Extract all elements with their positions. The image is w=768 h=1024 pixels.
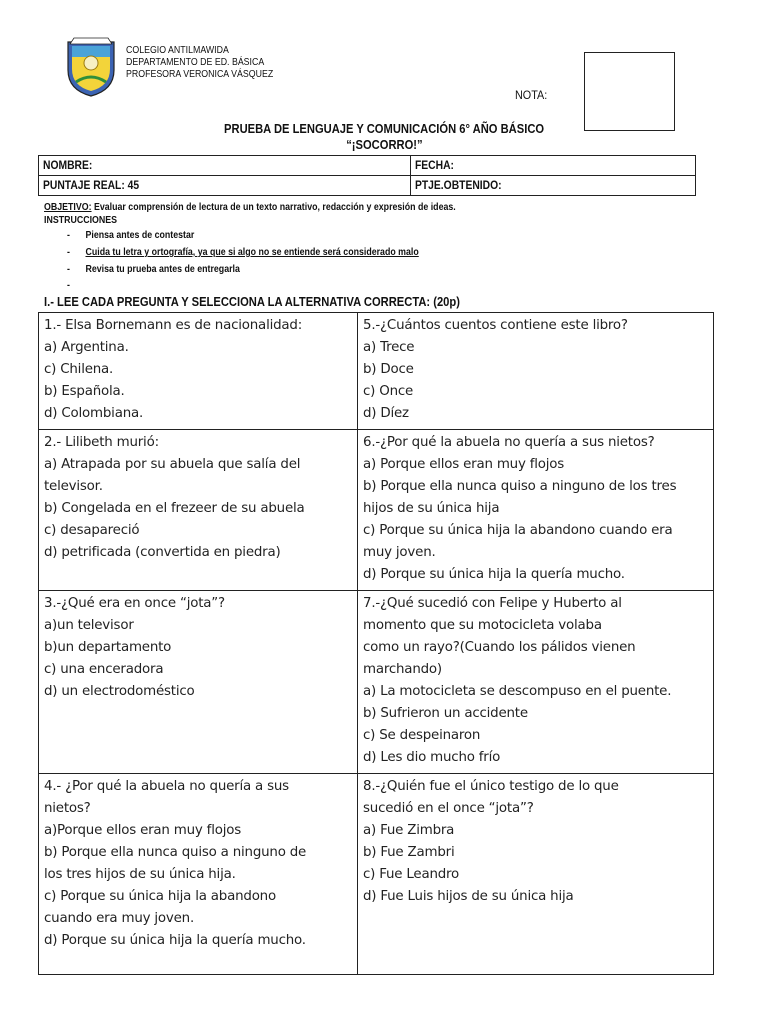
question-text: 4.- ¿Por qué la abuela no quería a sus bbox=[44, 779, 289, 794]
answer-option[interactable]: a) La motocicleta se descompuso en el puente. bbox=[363, 684, 672, 699]
answer-option[interactable]: b) Española. bbox=[44, 384, 125, 399]
answer-option-continued[interactable]: muy joven. bbox=[363, 545, 436, 560]
answer-option[interactable]: a) Trece bbox=[363, 340, 415, 355]
answer-option[interactable]: c) Porque su única hija la abandono bbox=[44, 889, 276, 904]
answer-option[interactable]: d) un electrodoméstico bbox=[44, 684, 195, 699]
section-title: I.- LEE CADA PREGUNTA Y SELECCIONA LA ALTERNATIVA CORRECTA: (20p) bbox=[44, 294, 460, 309]
answer-option[interactable]: c) Fue Leandro bbox=[363, 867, 460, 882]
fecha-field[interactable]: FECHA: bbox=[411, 156, 696, 176]
answer-option[interactable]: c) Once bbox=[363, 384, 414, 399]
answer-option[interactable]: c) una enceradora bbox=[44, 662, 164, 677]
answer-option-continued[interactable]: los tres hijos de su única hija. bbox=[44, 867, 236, 882]
answer-option[interactable]: b) Porque ella nunca quiso a ninguno de bbox=[44, 845, 307, 860]
question-6 bbox=[358, 430, 714, 591]
question-text: 1.- Elsa Bornemann es de nacionalidad: bbox=[44, 318, 303, 333]
answer-option[interactable]: c) desapareció bbox=[44, 523, 140, 538]
question-text: 2.- Lilibeth murió: bbox=[44, 435, 159, 450]
answer-option[interactable]: b) Doce bbox=[363, 362, 414, 377]
answer-option[interactable]: d) Les dio mucho frío bbox=[363, 750, 501, 765]
answer-option[interactable]: c) Chilena. bbox=[44, 362, 114, 377]
instruction-item-empty: - bbox=[67, 279, 70, 291]
question-text: 3.-¿Qué era en once “jota”? bbox=[44, 596, 225, 611]
nota-label: NOTA: bbox=[515, 88, 548, 102]
question-2 bbox=[39, 430, 358, 591]
instruction-item: - Cuida tu letra y ortografía, ya que si algo no se entiende será considerado malo bbox=[67, 246, 419, 258]
question-text: 5.-¿Cuántos cuentos contiene este libro? bbox=[363, 318, 628, 333]
answer-option[interactable]: a)Porque ellos eran muy flojos bbox=[44, 823, 241, 838]
answer-option[interactable]: d) Colombiana. bbox=[44, 406, 144, 421]
answer-option[interactable]: a)un televisor bbox=[44, 618, 134, 633]
school-header bbox=[126, 45, 273, 81]
objective: OBJETIVO: Evaluar comprensión de lectura de un texto narrativo, redacción y expresión de ideas. bbox=[44, 201, 456, 213]
answer-option[interactable]: b) Sufrieron un accidente bbox=[363, 706, 528, 721]
question-5 bbox=[358, 313, 714, 430]
answer-option[interactable]: a) Argentina. bbox=[44, 340, 129, 355]
answer-option[interactable]: d) Porque su única hija la quería mucho. bbox=[363, 567, 625, 582]
school-crest-logo bbox=[66, 36, 116, 98]
answer-option[interactable]: d) petrificada (convertida en piedra) bbox=[44, 545, 281, 560]
instruction-item: - Revisa tu prueba antes de entregarla bbox=[67, 263, 240, 275]
instruction-item: - Piensa antes de contestar bbox=[67, 229, 195, 241]
question-text: 8.-¿Quién fue el único testigo de lo que bbox=[363, 779, 619, 794]
question-3 bbox=[39, 591, 358, 774]
question-text: nietos? bbox=[44, 801, 91, 816]
question-text: sucedió en el once “jota”? bbox=[363, 801, 534, 816]
school-name: COLEGIO ANTILMAWIDA bbox=[126, 45, 229, 56]
answer-option[interactable]: a) Atrapada por su abuela que salía del bbox=[44, 457, 301, 472]
test-subtitle: “¡SOCORRO!” bbox=[345, 137, 423, 152]
question-text: 6.-¿Por qué la abuela no quería a sus nietos? bbox=[363, 435, 655, 450]
question-text: como un rayo?(Cuando los pálidos vienen bbox=[363, 640, 636, 655]
answer-option[interactable]: c) Porque su única hija la abandono cuando era bbox=[363, 523, 673, 538]
answer-option-continued[interactable]: televisor. bbox=[44, 479, 103, 494]
question-4 bbox=[39, 774, 358, 975]
answer-option[interactable]: a) Fue Zimbra bbox=[363, 823, 455, 838]
questions-table bbox=[38, 312, 714, 975]
instructions-heading: INSTRUCCIONES bbox=[44, 214, 118, 226]
answer-option-continued[interactable]: cuando era muy joven. bbox=[44, 911, 195, 926]
school-teacher: PROFESORA VERONICA VÁSQUEZ bbox=[126, 69, 274, 80]
question-1 bbox=[39, 313, 358, 430]
ptje-obtenido-field[interactable]: PTJE.OBTENIDO: bbox=[411, 176, 696, 196]
answer-option[interactable]: d) Díez bbox=[363, 406, 409, 421]
nombre-field[interactable]: NOMBRE: bbox=[39, 156, 411, 176]
question-8 bbox=[358, 774, 714, 975]
answer-option[interactable]: b)un departamento bbox=[44, 640, 172, 655]
answer-option[interactable]: c) Se despeinaron bbox=[363, 728, 481, 743]
question-text: 7.-¿Qué sucedió con Felipe y Huberto al bbox=[363, 596, 622, 611]
answer-option[interactable]: b) Congelada en el frezeer de su abuela bbox=[44, 501, 305, 516]
answer-option[interactable]: b) Fue Zambri bbox=[363, 845, 455, 860]
question-text: marchando) bbox=[363, 662, 442, 677]
school-department: DEPARTAMENTO DE ED. BÁSICA bbox=[126, 57, 265, 68]
answer-option[interactable]: b) Porque ella nunca quiso a ninguno de los tres bbox=[363, 479, 677, 494]
test-title: PRUEBA DE LENGUAJE Y COMUNICACIÓN 6° AÑO BÁSICO bbox=[223, 121, 545, 136]
question-7 bbox=[358, 591, 714, 774]
answer-option[interactable]: a) Porque ellos eran muy flojos bbox=[363, 457, 565, 472]
answer-option[interactable]: d) Fue Luis hijos de su única hija bbox=[363, 889, 574, 904]
student-info-table bbox=[38, 155, 696, 196]
question-text: momento que su motocicleta volaba bbox=[363, 618, 602, 633]
answer-option[interactable]: d) Porque su única hija la quería mucho. bbox=[44, 933, 306, 948]
answer-option-continued[interactable]: hijos de su única hija bbox=[363, 501, 500, 516]
nota-box[interactable] bbox=[584, 52, 675, 131]
puntaje-real-field: PUNTAJE REAL: 45 bbox=[39, 176, 411, 196]
